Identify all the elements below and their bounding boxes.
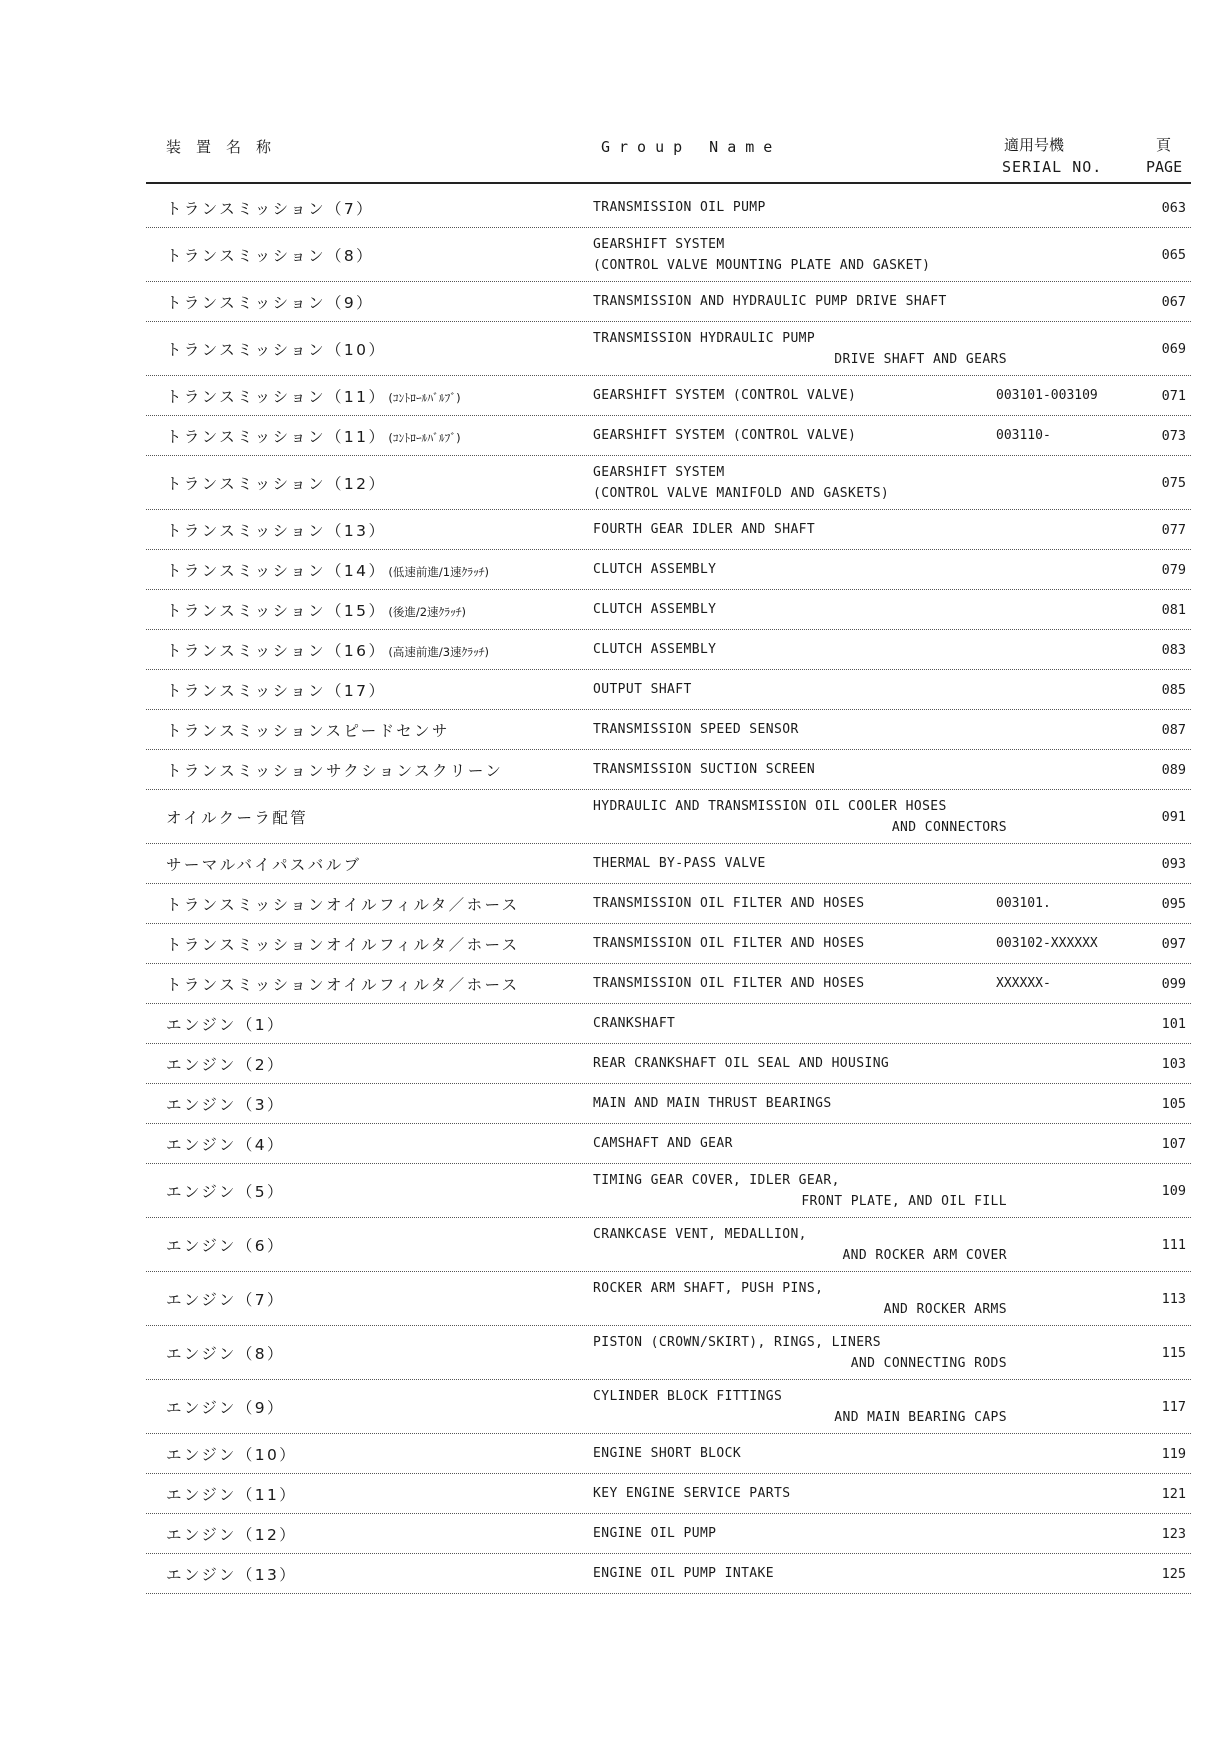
group-name-en (593, 388, 1013, 403)
group-name-en (593, 1526, 1013, 1541)
serial-number: XXXXXX- (996, 976, 1051, 991)
group-name-jp (166, 719, 450, 741)
table-row (146, 1380, 1191, 1434)
page-number: 079 (1161, 561, 1186, 578)
page-number: 093 (1161, 855, 1186, 872)
group-name-en-line2: AND CONNECTORS (891, 819, 1007, 835)
table-row (146, 282, 1191, 322)
group-name-en-line1: TRANSMISSION OIL FILTER AND HOSES (593, 976, 865, 991)
group-name-en (593, 856, 1013, 871)
page-number: 081 (1161, 601, 1186, 618)
serial-number: 003101. (996, 896, 1051, 911)
header-serial-jp: 適用号機 (1004, 136, 1065, 154)
group-name-en (593, 762, 1013, 777)
table-row (146, 1434, 1191, 1474)
group-name-jp (166, 1483, 297, 1505)
group-name-en (593, 936, 1013, 951)
group-name-jp (166, 1563, 297, 1585)
table-row (146, 510, 1191, 550)
group-name-en-line1: TRANSMISSION OIL FILTER AND HOSES (593, 896, 865, 911)
group-name-jp-text: トランスミッションサクションスクリーン (166, 761, 504, 780)
group-name-jp (166, 1443, 297, 1465)
group-name-en (593, 1332, 1013, 1374)
serial-number: 003110- (996, 428, 1051, 443)
table-row (146, 1474, 1191, 1514)
page-number: 109 (1161, 1182, 1186, 1199)
group-name-jp (166, 599, 466, 621)
group-name-jp-text: エンジン（7） (166, 1290, 285, 1309)
table-header (146, 130, 1191, 182)
group-name-jp-text: トランスミッション（10） (166, 340, 387, 359)
group-name-en (593, 642, 1013, 657)
group-name-jp (166, 1523, 297, 1545)
group-name-jp-text: トランスミッション（13） (166, 521, 387, 540)
table-row (146, 670, 1191, 710)
group-name-en-line1: THERMAL BY-PASS VALVE (593, 856, 766, 871)
group-name-jp-text: トランスミッションオイルフィルタ／ホース (166, 935, 520, 954)
group-name-en (593, 796, 1013, 838)
group-name-jp-text: トランスミッション（11） (166, 387, 387, 406)
group-name-en (593, 1566, 1013, 1581)
group-name-jp-text: トランスミッション（8） (166, 246, 375, 265)
serial-number: 003101-003109 (996, 388, 1098, 403)
page-number: 117 (1161, 1398, 1186, 1415)
group-name-en (593, 200, 1013, 215)
group-name-jp (166, 933, 520, 955)
group-name-en-line1: GEARSHIFT SYSTEM (593, 464, 725, 480)
group-name-en-line2: DRIVE SHAFT AND GEARS (834, 351, 1007, 367)
group-name-en-line1: PISTON (CROWN/SKIRT), RINGS, LINERS (593, 1334, 881, 1350)
group-name-en (593, 234, 1013, 276)
group-name-en-line1: TRANSMISSION HYDRAULIC PUMP (593, 330, 816, 346)
group-name-jp (166, 1013, 285, 1035)
group-name-jp-text: エンジン（5） (166, 1182, 285, 1201)
group-name-en (593, 294, 1013, 309)
group-name-jp (166, 1180, 285, 1202)
group-name-jp-text: トランスミッション（7） (166, 199, 375, 218)
group-name-en (593, 1486, 1013, 1501)
group-name-en (593, 1136, 1013, 1151)
group-name-en-line1: TRANSMISSION OIL FILTER AND HOSES (593, 936, 865, 951)
page-number: 107 (1161, 1135, 1186, 1152)
group-name-jp-text: エンジン（13） (166, 1565, 298, 1584)
group-name-en-line1: CLUTCH ASSEMBLY (593, 602, 717, 617)
table-row (146, 1554, 1191, 1594)
group-name-jp-text: エンジン（9） (166, 1398, 285, 1417)
page-number: 067 (1161, 293, 1186, 310)
table-row (146, 1164, 1191, 1218)
table-row (146, 790, 1191, 844)
group-name-en-line1: KEY ENGINE SERVICE PARTS (593, 1486, 791, 1501)
group-name-jp-text: エンジン（8） (166, 1344, 285, 1363)
group-name-jp (166, 759, 503, 781)
group-name-en (593, 1096, 1013, 1111)
group-name-en (593, 562, 1013, 577)
group-name-en (593, 1278, 1013, 1320)
header-en-title: Group Name (601, 138, 782, 156)
page-number: 103 (1161, 1055, 1186, 1072)
group-name-en-line2: FRONT PLATE, AND OIL FILL (801, 1193, 1007, 1209)
header-page-jp: 頁 (1156, 136, 1172, 154)
group-name-en (593, 328, 1013, 370)
page-number: 077 (1161, 521, 1186, 538)
group-name-jp (166, 973, 520, 995)
table-row (146, 550, 1191, 590)
page-number: 087 (1161, 721, 1186, 738)
index-table (146, 188, 1191, 1594)
group-name-jp-text: トランスミッション（16） (166, 641, 387, 660)
group-name-jp (166, 639, 489, 661)
group-name-en (593, 1056, 1013, 1071)
group-name-en-line2: AND CONNECTING RODS (850, 1355, 1007, 1371)
group-name-en (593, 1446, 1013, 1461)
group-name-en (593, 1170, 1013, 1212)
group-name-en (593, 896, 1013, 911)
page-number: 115 (1161, 1344, 1186, 1361)
group-name-jp (166, 1133, 285, 1155)
group-name-en-line1: TRANSMISSION OIL PUMP (593, 200, 766, 215)
group-name-jp-text: トランスミッションオイルフィルタ／ホース (166, 975, 520, 994)
group-name-jp-text: エンジン（11） (166, 1485, 298, 1504)
page-number: 101 (1161, 1015, 1186, 1032)
group-name-en (593, 1016, 1013, 1031)
table-row (146, 1044, 1191, 1084)
group-name-en-line1: ENGINE SHORT BLOCK (593, 1446, 742, 1461)
group-name-en (593, 522, 1013, 537)
group-name-en-line1: CYLINDER BLOCK FITTINGS (593, 1388, 783, 1404)
page-number: 119 (1161, 1445, 1186, 1462)
group-name-jp (166, 244, 374, 266)
group-name-jp-text: トランスミッションオイルフィルタ／ホース (166, 895, 520, 914)
group-name-jp (166, 1234, 285, 1256)
group-name-jp-text: エンジン（4） (166, 1135, 285, 1154)
group-name-en (593, 976, 1013, 991)
table-row (146, 750, 1191, 790)
group-name-jp-text: エンジン（1） (166, 1015, 285, 1034)
page-number: 083 (1161, 641, 1186, 658)
group-name-jp (166, 1288, 285, 1310)
group-name-en (593, 682, 1013, 697)
group-name-jp (166, 472, 386, 494)
group-name-en-line1: TRANSMISSION SPEED SENSOR (593, 722, 799, 737)
header-serial-en: SERIAL NO. (1002, 158, 1103, 176)
table-row (146, 416, 1191, 456)
table-row (146, 630, 1191, 670)
group-name-jp (166, 519, 386, 541)
group-name-jp (166, 338, 386, 360)
group-name-jp-note: (後進/2速ｸﾗｯﾁ) (388, 604, 467, 619)
serial-number: 003102-XXXXXX (996, 936, 1098, 951)
group-name-jp-text: エンジン（3） (166, 1095, 285, 1114)
table-row (146, 710, 1191, 750)
group-name-jp-text: エンジン（6） (166, 1236, 285, 1255)
group-name-en-line2: AND ROCKER ARMS (883, 1301, 1007, 1317)
group-name-jp-text: トランスミッション（12） (166, 474, 387, 493)
group-name-en (593, 462, 1013, 504)
group-name-jp (166, 385, 461, 407)
table-row (146, 322, 1191, 376)
table-row (146, 228, 1191, 282)
table-row (146, 1124, 1191, 1164)
group-name-jp (166, 1342, 285, 1364)
page-number: 085 (1161, 681, 1186, 698)
page-number: 089 (1161, 761, 1186, 778)
group-name-en-line1: FOURTH GEAR IDLER AND SHAFT (593, 522, 816, 537)
table-row (146, 376, 1191, 416)
group-name-en-line1: GEARSHIFT SYSTEM (CONTROL VALVE) (593, 428, 857, 443)
group-name-en-line1: ENGINE OIL PUMP (593, 1526, 717, 1541)
group-name-jp-text: オイルクーラ配管 (166, 808, 309, 827)
group-name-en-line1: OUTPUT SHAFT (593, 682, 692, 697)
table-row (146, 590, 1191, 630)
group-name-en (593, 1386, 1013, 1428)
group-name-en-line1: MAIN AND MAIN THRUST BEARINGS (593, 1096, 832, 1111)
group-name-jp-text: トランスミッション（9） (166, 293, 375, 312)
group-name-en-line2: AND MAIN BEARING CAPS (834, 1409, 1007, 1425)
page-number: 075 (1161, 474, 1186, 491)
page-number: 073 (1161, 427, 1186, 444)
group-name-en-line1: HYDRAULIC AND TRANSMISSION OIL COOLER HOSES (593, 798, 947, 814)
group-name-jp-text: エンジン（2） (166, 1055, 285, 1074)
group-name-en-line1: TRANSMISSION AND HYDRAULIC PUMP DRIVE SHAFT (593, 294, 947, 309)
group-name-jp (166, 291, 374, 313)
page-number: 123 (1161, 1525, 1186, 1542)
group-name-jp (166, 679, 386, 701)
group-name-en-line1: GEARSHIFT SYSTEM (593, 236, 725, 252)
table-row (146, 1326, 1191, 1380)
table-row (146, 884, 1191, 924)
group-name-en-line1: CRANKSHAFT (593, 1016, 676, 1031)
group-name-en-line1: ENGINE OIL PUMP INTAKE (593, 1566, 774, 1581)
group-name-jp-text: トランスミッション（14） (166, 561, 387, 580)
group-name-en-line1: ROCKER ARM SHAFT, PUSH PINS, (593, 1280, 824, 1296)
group-name-jp (166, 559, 489, 581)
table-row (146, 964, 1191, 1004)
table-row (146, 1514, 1191, 1554)
page-number: 071 (1161, 387, 1186, 404)
group-name-jp-text: トランスミッション（17） (166, 681, 387, 700)
group-name-jp-text: エンジン（10） (166, 1445, 298, 1464)
table-row (146, 1218, 1191, 1272)
group-name-en (593, 602, 1013, 617)
group-name-jp (166, 197, 374, 219)
group-name-en-line2: AND ROCKER ARM COVER (842, 1247, 1007, 1263)
group-name-jp (166, 425, 461, 447)
group-name-en-line1: TIMING GEAR COVER, IDLER GEAR, (593, 1172, 840, 1188)
header-jp-title: 装置名称 (166, 138, 287, 156)
table-row (146, 844, 1191, 884)
page-number: 105 (1161, 1095, 1186, 1112)
page-number: 125 (1161, 1565, 1186, 1582)
group-name-en (593, 428, 1013, 443)
group-name-jp (166, 1396, 285, 1418)
header-page-en: PAGE (1146, 158, 1183, 176)
group-name-jp-note: (ｺﾝﾄﾛｰﾙﾊﾞﾙﾌﾞ) (388, 430, 461, 445)
group-name-jp-note: (低速前進/1速ｸﾗｯﾁ) (388, 564, 490, 579)
group-name-jp-note: (高速前進/3速ｸﾗｯﾁ) (388, 644, 490, 659)
group-name-jp (166, 1053, 285, 1075)
page-number: 065 (1161, 246, 1186, 263)
group-name-en-line1: REAR CRANKSHAFT OIL SEAL AND HOUSING (593, 1056, 890, 1071)
group-name-en-line1: CLUTCH ASSEMBLY (593, 642, 717, 657)
table-row (146, 188, 1191, 228)
group-name-jp (166, 893, 520, 915)
group-name-en (593, 722, 1013, 737)
group-name-jp (166, 853, 362, 875)
group-name-jp-text: トランスミッション（15） (166, 601, 387, 620)
page-number: 069 (1161, 340, 1186, 357)
group-name-en-line2: (CONTROL VALVE MANIFOLD AND GASKETS) (593, 485, 890, 501)
page-number: 121 (1161, 1485, 1186, 1502)
group-name-en-line1: CRANKCASE VENT, MEDALLION, (593, 1226, 807, 1242)
group-name-jp (166, 806, 308, 828)
table-row (146, 1084, 1191, 1124)
header-divider (146, 182, 1191, 184)
group-name-en-line1: GEARSHIFT SYSTEM (CONTROL VALVE) (593, 388, 857, 403)
group-name-jp-note: (ｺﾝﾄﾛｰﾙﾊﾞﾙﾌﾞ) (388, 390, 461, 405)
group-name-en-line1: CAMSHAFT AND GEAR (593, 1136, 733, 1151)
page-number: 063 (1161, 199, 1186, 216)
table-row (146, 456, 1191, 510)
group-name-jp-text: エンジン（12） (166, 1525, 298, 1544)
table-row (146, 1004, 1191, 1044)
group-name-jp (166, 1093, 285, 1115)
page-number: 099 (1161, 975, 1186, 992)
group-name-jp-text: トランスミッション（11） (166, 427, 387, 446)
group-name-en (593, 1224, 1013, 1266)
group-name-jp-text: トランスミッションスピードセンサ (166, 721, 450, 740)
group-name-en-line2: (CONTROL VALVE MOUNTING PLATE AND GASKET) (593, 257, 931, 273)
page-number: 097 (1161, 935, 1186, 952)
page-number: 113 (1161, 1290, 1186, 1307)
page-number: 111 (1161, 1236, 1186, 1253)
table-row (146, 924, 1191, 964)
group-name-jp-text: サーマルバイパスバルブ (166, 855, 362, 874)
group-name-en-line1: CLUTCH ASSEMBLY (593, 562, 717, 577)
page-number: 095 (1161, 895, 1186, 912)
group-name-en-line1: TRANSMISSION SUCTION SCREEN (593, 762, 816, 777)
table-row (146, 1272, 1191, 1326)
page-number: 091 (1161, 808, 1186, 825)
